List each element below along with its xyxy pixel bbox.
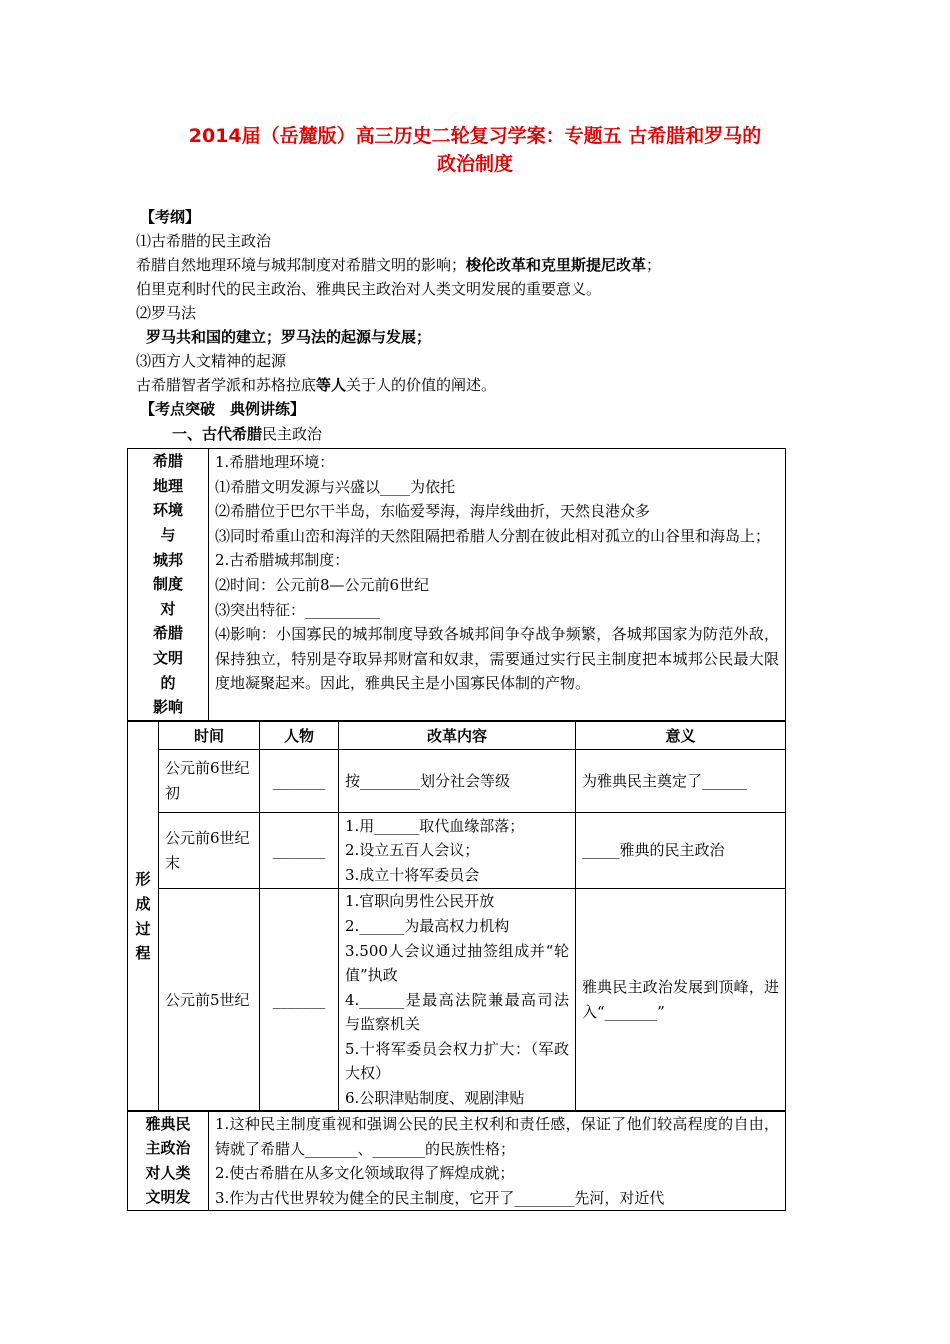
content-line: 1.这种民主制度重视和强调公民的民主权利和责任感，保证了他们较高程度的自由，铸就了希腊人_______、_______的民族性格；	[215, 1115, 779, 1158]
significance-content	[209, 1111, 786, 1211]
formation-side-label	[128, 722, 159, 1112]
meaning-cell: 为雅典民主奠定了______	[576, 750, 786, 813]
side-char: 希腊	[152, 452, 183, 471]
person-cell: _______	[260, 813, 339, 889]
outline-item-3: ⑶西方人文精神的起源	[136, 352, 287, 370]
time-cell: 公元前6世纪初	[159, 750, 260, 813]
content-line: ⑷影响：小国寡民的城邦制度导致各城邦间争夺战争频繁，各城邦国家为防范外敌，保持独立，特别是夺取异邦财富和奴隶，需要通过实行民主制度把本城邦公民最大限度地凝聚起来。因此，雅典民主是小国寡民体制的产物。	[215, 625, 779, 693]
outline-item-3-text	[136, 373, 496, 397]
header-person: 人物	[260, 722, 339, 750]
title-line-1: 2014届（岳麓版）高三历史二轮复习学案：专题五 古希腊和罗马的	[188, 125, 762, 147]
formation-table	[127, 721, 786, 1112]
page-title	[128, 122, 822, 178]
content-line: 1.希腊地理环境：	[215, 453, 335, 471]
outline-item-1: ⑴古希腊的民主政治	[136, 232, 272, 250]
side-char: 过	[135, 919, 151, 938]
content-line: 3.500人会议通过抽签组成并“轮值”执政	[345, 941, 569, 985]
content-line: 按________划分社会等级	[345, 771, 511, 790]
content-line: 6.公职津贴制度、观剧津贴	[345, 1089, 525, 1108]
content-line: 2.古希腊城邦制度：	[215, 551, 350, 570]
content-line: ⑶同时希重山峦和海洋的天然阻隔把希腊人分割在彼此相对孤立的山谷里和海岛上；	[215, 526, 771, 545]
header-meaning: 意义	[576, 722, 786, 750]
section-heading: 【考点突破 典例讲练】	[140, 400, 306, 418]
time-cell: 公元前6世纪末	[159, 813, 260, 889]
text-segment: 希腊自然地理环境与城邦制度对希腊文明的影响；	[136, 256, 467, 274]
side-char: 文明发	[145, 1188, 191, 1207]
header-time: 时间	[159, 722, 260, 750]
content-line: 2.______为最高权力机构	[345, 916, 510, 935]
outline-heading: 【考纲】	[140, 208, 201, 226]
meaning-cell: 雅典民主政治发展到顶峰，进入“_______”	[576, 889, 786, 1112]
text-segment: ；	[646, 256, 662, 274]
side-char: 程	[135, 944, 151, 963]
content-line: 4.______是最高法院兼最高司法与监察机关	[345, 990, 569, 1034]
side-char: 成	[135, 894, 151, 913]
side-char: 地理	[152, 476, 183, 495]
content-cell	[339, 750, 576, 813]
content-line: 1.用______取代血缘部落；	[345, 816, 525, 835]
person-cell: _______	[260, 750, 339, 813]
table-row	[128, 813, 786, 889]
side-char: 与	[160, 526, 176, 545]
content-line: ⑴希腊文明发源与兴盛以____为依托	[215, 477, 456, 496]
side-char: 环境	[152, 501, 183, 520]
bold-segment: 梭伦改革和克里斯提尼改革	[466, 256, 647, 274]
geography-content	[209, 449, 786, 721]
meaning-cell: _____雅典的民主政治	[576, 813, 786, 889]
significance-table	[127, 1110, 786, 1211]
content-line: 2.使古希腊在从多文化领域取得了辉煌成就；	[215, 1164, 515, 1183]
content-line: 3.作为古代世界较为健全的民主制度，它开了________先河，对近代	[215, 1188, 665, 1207]
content-line: ⑶突出特征：__________	[215, 600, 381, 619]
content-line: ⑵时间：公元前8—公元前6世纪	[215, 575, 430, 594]
significance-side-label	[128, 1111, 209, 1211]
side-char: 的	[160, 673, 176, 692]
side-char: 影响	[152, 698, 183, 717]
outline-item-1-line-2: 伯里克利时代的民主政治、雅典民主政治对人类文明发展的重要意义。	[136, 280, 602, 298]
content-line: 3.成立十将军委员会	[345, 865, 480, 884]
side-char: 形	[135, 870, 151, 889]
side-char: 对人类	[145, 1163, 191, 1182]
sub-heading	[172, 422, 322, 446]
content-line: ⑵希腊位于巴尔干半岛，东临爱琴海，海岸线曲折，天然良港众多	[215, 502, 651, 521]
title-line-2: 政治制度	[436, 153, 513, 175]
content-cell	[339, 889, 576, 1112]
geography-table	[127, 448, 786, 721]
geography-side-label	[128, 449, 209, 721]
sub-heading-text: 民主政治	[262, 425, 323, 443]
person-cell: _______	[260, 889, 339, 1112]
table-row	[128, 889, 786, 1112]
text-segment: 古希腊智者学派和苏格拉底	[136, 376, 317, 394]
bold-segment: 等人	[316, 376, 347, 394]
side-char: 主政治	[145, 1139, 191, 1158]
table-row	[128, 750, 786, 813]
time-cell: 公元前5世纪	[159, 889, 260, 1112]
outline-item-2: ⑵罗马法	[136, 304, 197, 322]
header-content: 改革内容	[339, 722, 576, 750]
outline-item-2-text: 罗马共和国的建立；罗马法的起源与发展；	[146, 328, 432, 346]
content-line: 2.设立五百人会议；	[345, 841, 480, 860]
side-char: 文明	[152, 648, 183, 667]
side-char: 对	[160, 599, 176, 618]
side-char: 希腊	[152, 624, 183, 643]
content-line: 1.官职向男性公民开放	[345, 892, 495, 911]
side-char: 城邦	[152, 550, 183, 569]
side-char: 雅典民	[145, 1114, 191, 1133]
content-line: 5.十将军委员会权力扩大：（军政大权）	[345, 1039, 569, 1083]
side-char: 制度	[152, 575, 183, 594]
sub-heading-bold: 一、古代希腊	[172, 425, 263, 443]
text-segment: 关于人的价值的阐述。	[346, 376, 497, 394]
content-cell	[339, 813, 576, 889]
outline-item-1-text	[136, 253, 661, 277]
